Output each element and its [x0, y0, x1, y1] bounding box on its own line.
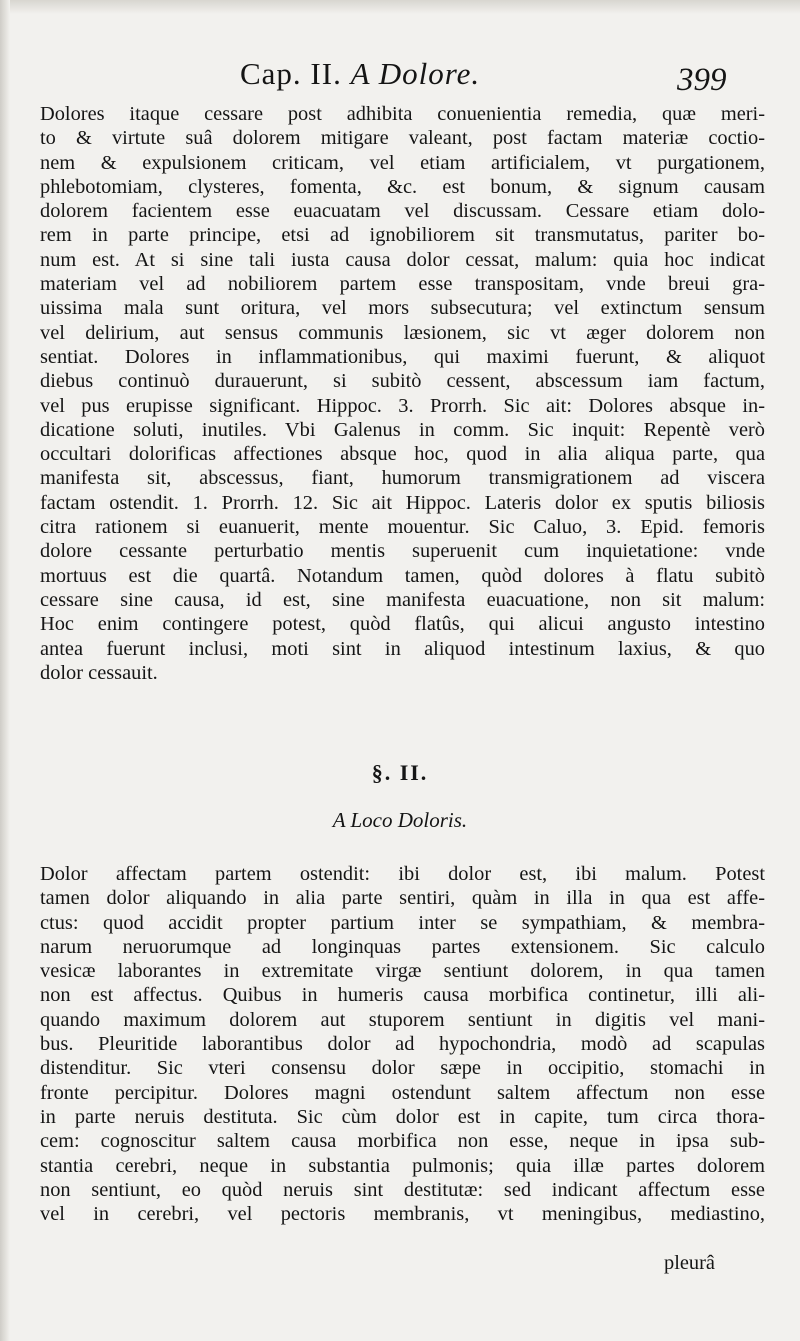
- text-line: diebus continuò durauerunt, si subitò cessent, abscessum iam factum,: [40, 370, 765, 393]
- text-line: factam ostendit. 1. Prorrh. 12. Sic ait Hippoc. Lateris dolor ex sputis biliosis: [40, 491, 765, 514]
- text-line: dolorem facientem esse euacuatam vel discussam. Cessare etiam dolo-: [40, 200, 765, 223]
- running-title: [240, 56, 480, 92]
- text-line: mortuus est die quartâ. Notandum tamen, quòd dolores à flatu subitò: [40, 564, 765, 587]
- text-line: dicatione soluti, inutiles. Vbi Galenus in comm. Sic inquit: Repentè verò: [40, 418, 765, 441]
- text-line: cessare sine causa, id est, sine manifesta euacuatione, non sit malum:: [40, 588, 765, 611]
- text-line: vel delirium, aut sensus communis læsionem, sic vt æger dolorem non: [40, 321, 765, 344]
- text-line: stantia cerebri, neque in substantia pulmonis; quia illæ partes dolorem: [40, 1154, 765, 1177]
- paragraph-a-loco-doloris: [40, 862, 765, 1226]
- text-line: occultari dolorificas affectiones absque hoc, quod in alia aliqua parte, qua: [40, 443, 765, 466]
- text-line: narum neruorumque ad longinquas partes extensionem. Sic calculo: [40, 935, 765, 958]
- text-line: dolor cessauit.: [40, 661, 158, 684]
- running-head: [0, 56, 800, 96]
- text-line: distenditur. Sic vteri consensu dolor sæpe in occipitio, stomachi in: [40, 1057, 765, 1080]
- text-line: materiam vel ad nobiliorem partem esse transpositam, vnde breui gra-: [40, 273, 765, 296]
- text-line: manifesta sit, abscessus, fiant, humorum transmigrationem ad viscera: [40, 467, 765, 490]
- page-edge-left: [0, 0, 10, 1341]
- text-line: non est affectus. Quibus in humeris causa morbifica continetur, illi ali-: [40, 984, 765, 1007]
- text-line: num est. At si sine tali iusta causa dolor cessat, malum: quia hoc indicat: [40, 248, 765, 271]
- catchword: pleurâ: [664, 1252, 715, 1274]
- text-line: dolore cessante perturbatio mentis superuenit cum inquietatione: vnde: [40, 540, 765, 563]
- text-line: Dolores itaque cessare post adhibita conuenientia remedia, quæ meri-: [40, 103, 765, 125]
- text-line: nem & expulsionem criticam, vel etiam artificialem, vt purgationem,: [40, 151, 765, 174]
- text-line: tamen dolor aliquando in alia parte sentiri, quàm in illa in qua est affe-: [40, 887, 765, 910]
- text-line: sentiat. Dolores in inflammationibus, qui maximi fuerunt, & aliquot: [40, 345, 765, 368]
- text-line: Dolor affectam partem ostendit: ibi dolor est, ibi malum. Potest: [40, 863, 765, 885]
- text-line: quando maximum dolorem aut stuporem sentiunt in digitis vel mani-: [40, 1008, 765, 1031]
- text-line: uissima mala sunt oritura, vel mors subsecutura; vel extinctum sensum: [40, 297, 765, 320]
- chapter-title: A Dolore.: [350, 56, 481, 91]
- text-line: vel pus erupisse significant. Hippoc. 3. Prorrh. Sic ait: Dolores absque in-: [40, 394, 765, 417]
- text-line: Hoc enim contingere potest, quòd flatûs, qui alicui angusto intestino: [40, 613, 765, 636]
- page-edge-top: [0, 0, 800, 14]
- text-line: vel in cerebri, vel pectoris membranis, vt meningibus, mediastino,: [40, 1203, 765, 1226]
- text-line: to & virtute suâ dolorem mitigare valeant, post factam materiæ coctio-: [40, 127, 765, 150]
- text-line: ctus: quod accidit propter partium inter se sympathiam, & membra-: [40, 911, 765, 934]
- paragraph-a-dolore: [40, 102, 765, 685]
- text-line: fronte percipitur. Dolores magni ostendunt saltem affectum non esse: [40, 1081, 765, 1104]
- text-line: in parte neruis destituta. Sic cùm dolor est in capite, tum circa thora-: [40, 1105, 765, 1128]
- text-line: rem in parte principe, etsi ad ignobiliorem sit transmutatus, pariter bo-: [40, 224, 765, 247]
- text-line: non sentiunt, eo quòd neruis sint destitutæ: sed indicant affectum esse: [40, 1178, 765, 1201]
- section-number: §. II.: [371, 760, 429, 785]
- text-line: cem: cognoscitur saltem causa morbifica non esse, neque in ipsa sub-: [40, 1130, 765, 1153]
- text-line: bus. Pleuritide laborantibus dolor ad hypochondria, modò ad scapulas: [40, 1033, 765, 1056]
- chapter-label: Cap. II.: [240, 56, 342, 91]
- page-number: 399: [677, 62, 727, 98]
- text-line: vesicæ laborantes in extremitate virgæ sentiunt dolorem, in qua tamen: [40, 960, 765, 983]
- section-subtitle: A Loco Doloris.: [332, 808, 468, 832]
- text-line: phlebotomiam, clysteres, fomenta, &c. est bonum, & signum causam: [40, 175, 765, 198]
- text-line: antea fuerunt inclusi, moti sint in aliquod intestinum laxius, & quo: [40, 637, 765, 660]
- text-line: citra rationem si euanuerit, mente mouentur. Sic Caluo, 3. Epid. femoris: [40, 516, 765, 539]
